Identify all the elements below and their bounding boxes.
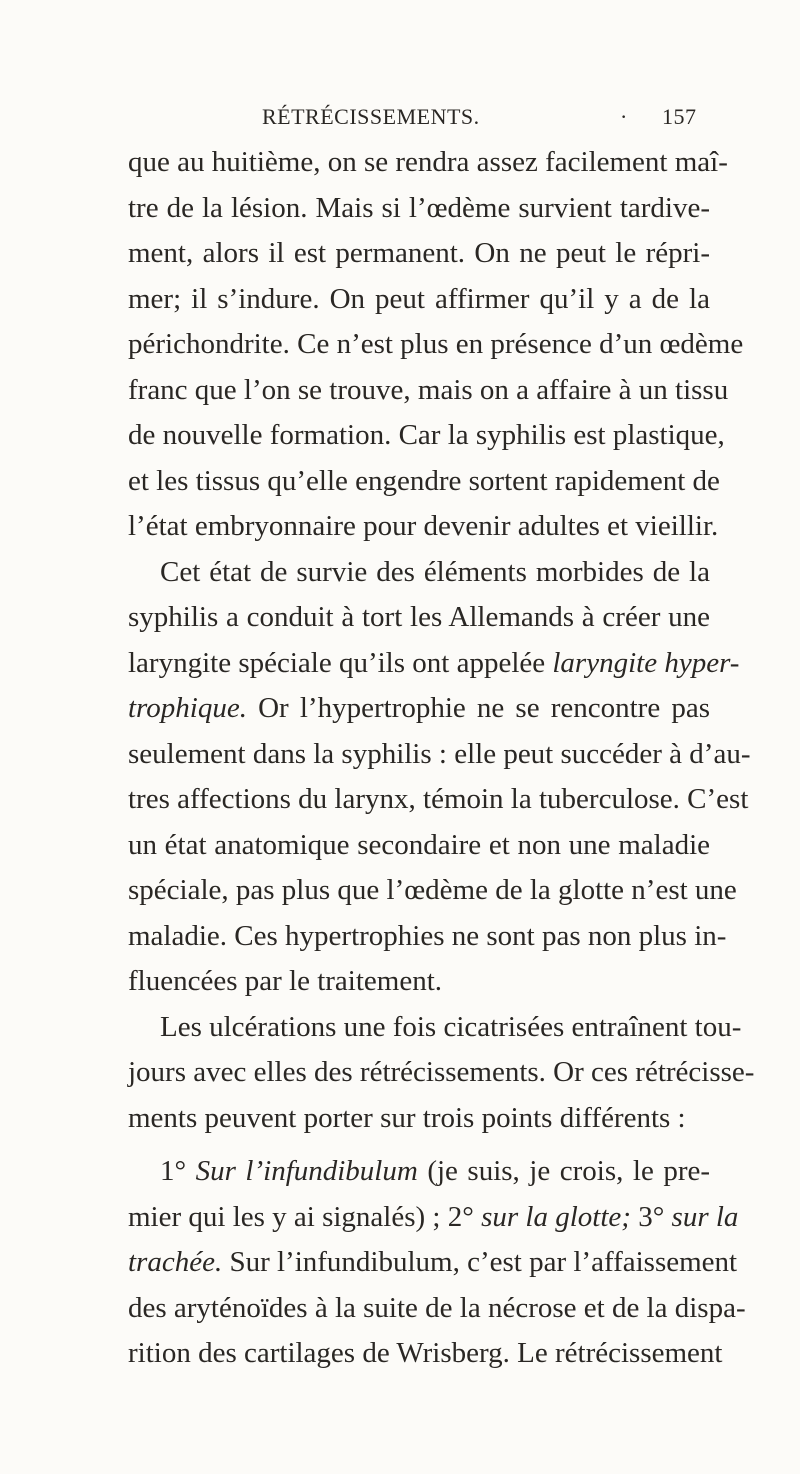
text-line: ment, alors il est permanent. On ne peut le répri-: [128, 237, 710, 269]
page-number: 157: [662, 104, 697, 129]
text-line: Les ulcérations une fois cicatrisées entraînent tou-: [160, 1010, 742, 1043]
text-line: [128, 641, 740, 687]
text-line: que au huitième, on se rendra assez facilement maî-: [128, 146, 728, 178]
text-line: spéciale, pas plus que l’œdème de la glotte n’est une: [128, 874, 737, 906]
header-separator: ·: [620, 104, 628, 129]
text-line: des aryténoïdes à la suite de la nécrose et de la dispa-: [128, 1291, 746, 1324]
italic-term: trachée.: [128, 1246, 223, 1278]
italic-term: laryngite hyper-: [552, 646, 740, 679]
italic-term: sur la glotte;: [481, 1200, 631, 1233]
text-line: [128, 1149, 710, 1195]
italic-term: trophique.: [128, 692, 247, 724]
text-run: laryngite spéciale qu’ils ont appelée: [128, 646, 546, 679]
italic-term: sur la: [671, 1200, 739, 1233]
italic-term: Sur l’infundibulum: [195, 1155, 418, 1187]
text-line: syphilis a conduit à tort les Allemands à créer une: [128, 601, 710, 633]
text-line: et les tissus qu’elle engendre sortent rapidement de: [128, 464, 720, 497]
text-line: l’état embryonnaire pour devenir adultes et vieillir.: [128, 510, 719, 542]
text-line: mer; il s’indure. On peut affirmer qu’il y a de la: [128, 282, 710, 315]
text-line: ments peuvent porter sur trois points différents :: [128, 1101, 686, 1134]
text-run: 1°: [160, 1155, 187, 1187]
text-line: tre de la lésion. Mais si l’œdème survient tardive-: [128, 191, 710, 224]
text-line: Cet état de survie des éléments morbides de la: [160, 555, 710, 588]
text-line: tres affections du larynx, témoin la tuberculose. C’est: [128, 783, 749, 815]
running-title: RÉTRÉCISSEMENTS.: [262, 104, 480, 129]
text-line: jours avec elles des rétrécissements. Or ces rétrécisse-: [128, 1056, 755, 1088]
text-line: un état anatomique secondaire et non une maladie: [128, 828, 710, 861]
text-line: périchondrite. Ce n’est plus en présence d’un œdème: [128, 328, 744, 360]
text-line: de nouvelle formation. Car la syphilis est plastique,: [128, 419, 725, 451]
text-run: mier qui les y ai signalés) ; 2°: [128, 1200, 474, 1233]
text-line: fluencées par le traitement.: [128, 965, 443, 997]
text-run: (je suis, je crois, le pre-: [427, 1155, 711, 1187]
text-run: Or l’hypertrophie ne se rencontre pas: [258, 692, 710, 724]
text-run: 3°: [638, 1200, 665, 1233]
text-line: rition des cartilages de Wrisberg. Le rétrécissement: [128, 1337, 723, 1369]
text-line: [128, 1195, 739, 1241]
body-text: [128, 140, 755, 1377]
text-line: [128, 1240, 738, 1286]
text-run: Sur l’infundibulum, c’est par l’affaissement: [229, 1246, 738, 1278]
text-line: seulement dans la syphilis : elle peut succéder à d’au-: [128, 737, 751, 770]
text-line: [128, 686, 710, 732]
text-line: franc que l’on se trouve, mais on a affaire à un tissu: [128, 373, 729, 406]
text-line: maladie. Ces hypertrophies ne sont pas non plus in-: [128, 919, 727, 952]
paragraph-spacer: [128, 1141, 710, 1149]
running-header: [0, 100, 800, 134]
